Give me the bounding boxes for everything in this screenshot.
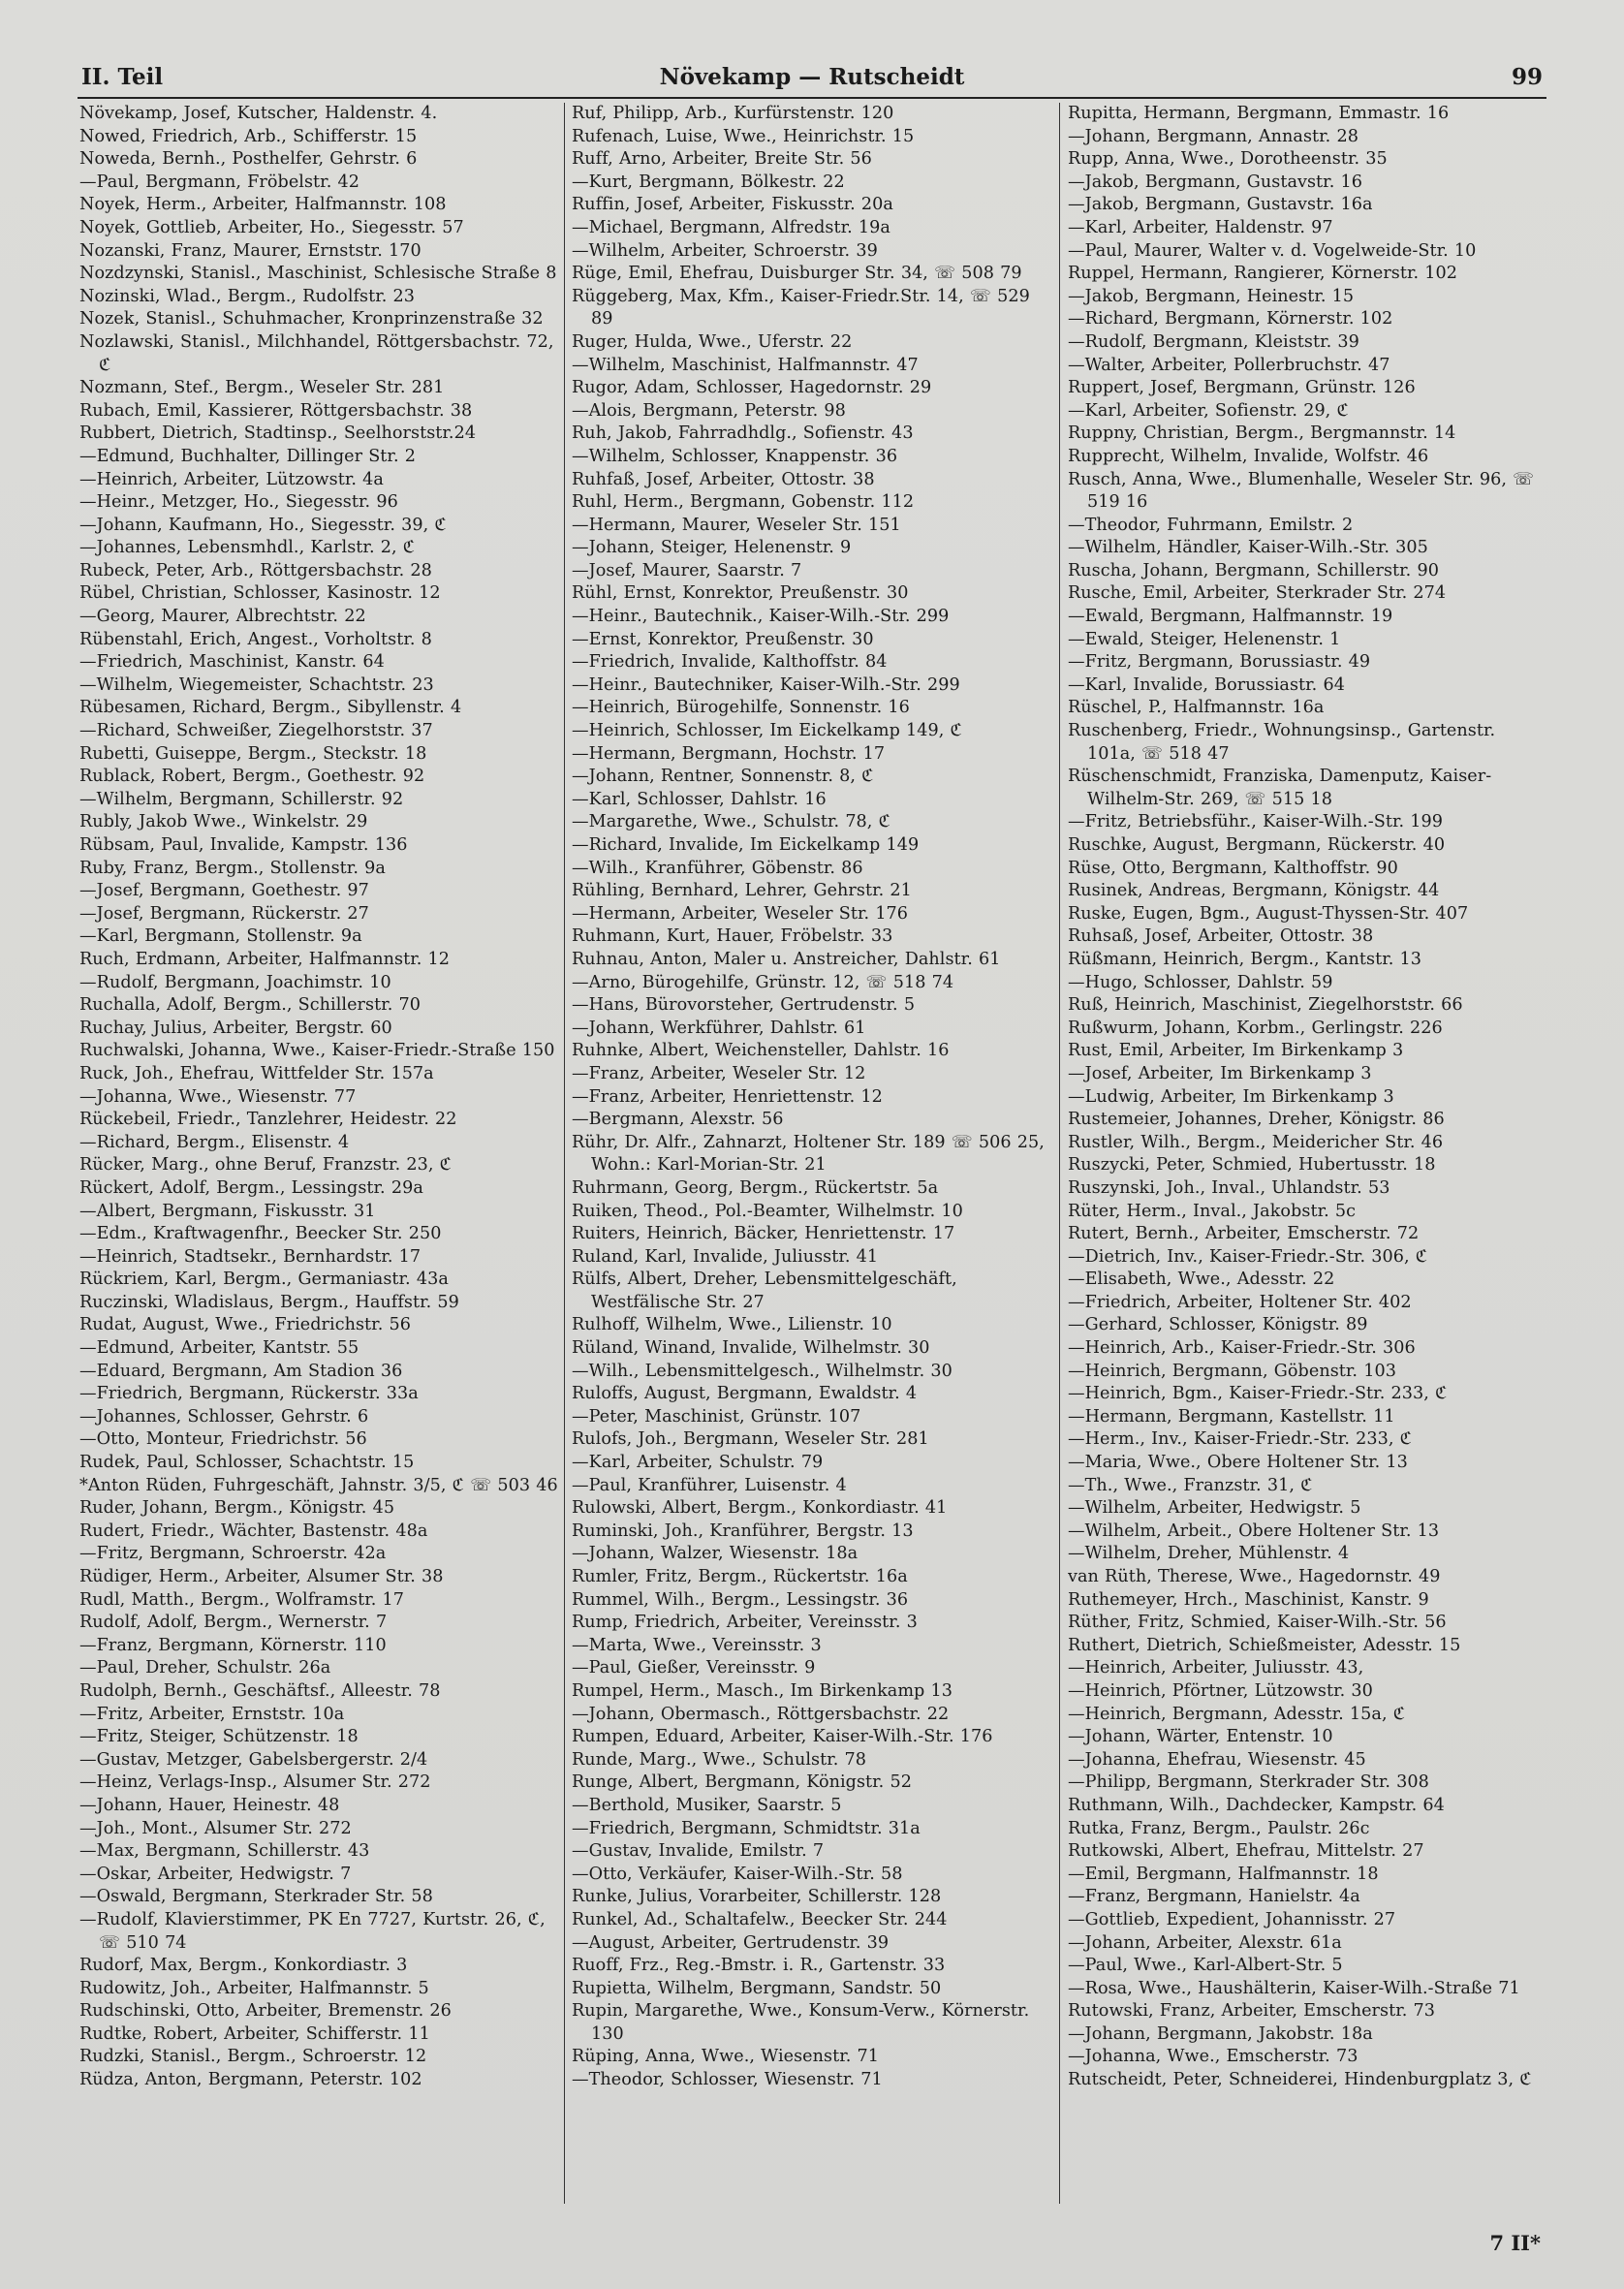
directory-entry: Rüdiger, Herm., Arbeiter, Alsumer Str. 38 (79, 1567, 444, 1586)
directory-entry: Noyek, Gottlieb, Arbeiter, Ho., Siegesstr. 57 (79, 217, 464, 237)
directory-entry: —Johannes, Schlosser, Gehrstr. 6 (79, 1406, 369, 1427)
directory-entry: —Paul, Kranführer, Luisenstr. 4 (572, 1475, 847, 1495)
directory-entry: Növekamp, Josef, Kutscher, Haldenstr. 4. (79, 104, 438, 123)
directory-entry: Rühr, Dr. Alfr., Zahnarzt, Holtener Str. 189 ☏ 506 25, Wohn.: Karl-Morian-Str. 21 (572, 1132, 1045, 1176)
directory-entry: Nozanski, Franz, Maurer, Ernststr. 170 (79, 240, 422, 261)
directory-entry: Ruiters, Heinrich, Bäcker, Henriettenstr. 17 (572, 1224, 955, 1244)
directory-entry: Rudorf, Max, Bergm., Konkordiastr. 3 (79, 1956, 408, 1976)
directory-entry: Rüschel, P., Halfmannstr. 16a (1068, 698, 1325, 718)
directory-entry: —Johanna, Wwe., Wiesenstr. 77 (79, 1086, 357, 1107)
directory-entry: Ruh, Jakob, Fahrradhdlg., Sofienstr. 43 (572, 423, 914, 444)
directory-entry: —Heinr., Bautechnik., Kaiser-Wilh.-Str. 299 (572, 607, 950, 627)
directory-entry: Ruppny, Christian, Bergm., Bergmannstr. 14 (1068, 423, 1456, 444)
directory-entry: —Maria, Wwe., Obere Holtener Str. 13 (1068, 1453, 1408, 1473)
directory-entry: Rufenach, Luise, Wwe., Heinrichstr. 15 (572, 126, 915, 146)
directory-entry: Rutscheidt, Peter, Schneiderei, Hindenburgplatz 3, ℭ (1068, 2070, 1532, 2090)
directory-entry: —Wilhelm, Arbeiter, Hedwigstr. 5 (1068, 1498, 1361, 1519)
directory-entry: Ruhsaß, Josef, Arbeiter, Ottostr. 38 (1068, 926, 1374, 947)
directory-entry: —Karl, Arbeiter, Haldenstr. 97 (1068, 217, 1333, 237)
directory-entry: Ruthert, Dietrich, Schießmeister, Adesstr. 15 (1068, 1635, 1461, 1655)
directory-entry: Nozmann, Stef., Bergm., Weseler Str. 281 (79, 378, 445, 398)
column-1 (79, 103, 558, 2206)
directory-entry: Rupitta, Hermann, Bergmann, Emmastr. 16 (1068, 104, 1450, 123)
directory-entry: —Johann, Arbeiter, Alexstr. 61a (1068, 1932, 1342, 1953)
directory-entry: —Max, Bergmann, Schillerstr. 43 (79, 1841, 370, 1862)
directory-entry: Rudert, Friedr., Wächter, Bastenstr. 48a (79, 1521, 428, 1541)
directory-entry: Ruszycki, Peter, Schmied, Hubertusstr. 18 (1068, 1155, 1436, 1176)
directory-entry: —Wilhelm, Dreher, Mühlenstr. 4 (1068, 1544, 1350, 1564)
directory-entry: —Heinrich, Arbeiter, Juliusstr. 43, (1068, 1658, 1364, 1678)
directory-entry: Rutkowski, Albert, Ehefrau, Mittelstr. 27 (1068, 1841, 1424, 1862)
directory-entry: —Heinrich, Bgm., Kaiser-Friedr.-Str. 233, ℭ (1068, 1384, 1448, 1404)
directory-entry: Rüge, Emil, Ehefrau, Duisburger Str. 34, ☏ 508 79 (572, 264, 1022, 284)
directory-entry: Rücker, Marg., ohne Beruf, Franzstr. 23, ℭ (79, 1155, 453, 1176)
directory-entry: —Paul, Wwe., Karl-Albert-Str. 5 (1068, 1956, 1343, 1976)
directory-entry: Nowed, Friedrich, Arb., Schifferstr. 15 (79, 126, 418, 146)
directory-entry: —Eduard, Bergmann, Am Stadion 36 (79, 1361, 403, 1381)
directory-entry: Rüther, Fritz, Schmied, Kaiser-Wilh.-Str. 56 (1068, 1613, 1447, 1633)
directory-entry: —Kurt, Bergmann, Bölkestr. 22 (572, 172, 845, 192)
directory-entry: —Franz, Bergmann, Hanielstr. 4a (1068, 1887, 1360, 1907)
directory-entry: —Johann, Wärter, Entenstr. 10 (1068, 1727, 1333, 1747)
directory-entry: Rutka, Franz, Bergm., Paulstr. 26c (1068, 1818, 1370, 1838)
directory-entry: Nozlawski, Stanisl., Milchhandel, Röttgersbachstr. 72, ℭ (79, 331, 554, 375)
directory-entry: —Marta, Wwe., Vereinsstr. 3 (572, 1635, 822, 1655)
directory-entry: Rublack, Robert, Bergm., Goethestr. 92 (79, 767, 425, 787)
directory-entry: Nozinski, Wlad., Bergm., Rudolfstr. 23 (79, 286, 416, 306)
directory-entry: Rustemeier, Johannes, Dreher, Königstr. 86 (1068, 1110, 1445, 1130)
part-label: II. Teil (81, 64, 164, 90)
directory-entry: —Friedrich, Bergmann, Rückerstr. 33a (79, 1384, 419, 1404)
directory-entry: Ruder, Johann, Bergm., Königstr. 45 (79, 1498, 395, 1519)
column-3 (1068, 103, 1546, 2206)
directory-entry: —Heinrich, Bergmann, Göbenstr. 103 (1068, 1361, 1396, 1381)
directory-entry: Noweda, Bernh., Posthelfer, Gehrstr. 6 (79, 149, 418, 170)
directory-entry: Rudl, Matth., Bergm., Wolframstr. 17 (79, 1589, 405, 1610)
directory-entry: —Friedrich, Bergmann, Schmidtstr. 31a (572, 1818, 921, 1838)
directory-entry: Rüschenschmidt, Franziska, Damenputz, Kaiser-Wilhelm-Str. 269, ☏ 515 18 (1068, 767, 1492, 809)
directory-entry: —Franz, Arbeiter, Weseler Str. 12 (572, 1063, 866, 1083)
directory-entry: Rudtke, Robert, Arbeiter, Schifferstr. 11 (79, 2023, 430, 2044)
directory-entry: —Rudolf, Klavierstimmer, PK En 7727, Kurtstr. 26, ℭ, ☏ 510 74 (79, 1909, 546, 1953)
directory-entry: Ruiken, Theod., Pol.-Beamter, Wilhelmstr. 10 (572, 1201, 963, 1221)
directory-entry: —Wilhelm, Arbeiter, Schroerstr. 39 (572, 240, 878, 261)
directory-entry: —Gottlieb, Expedient, Johannisstr. 27 (1068, 1909, 1396, 1929)
running-title: Növekamp — Rutscheidt (659, 64, 965, 90)
directory-entry: —Heinz, Verlags-Insp., Alsumer Str. 272 (79, 1772, 431, 1793)
directory-entry: —Rosa, Wwe., Haushälterin, Kaiser-Wilh.-Straße 71 (1068, 1978, 1520, 1998)
directory-entry: —Theodor, Fuhrmann, Emilstr. 2 (1068, 515, 1354, 535)
directory-entry: —Heinrich, Arb., Kaiser-Friedr.-Str. 306 (1068, 1338, 1416, 1359)
directory-entry: —Heinrich, Bergmann, Adesstr. 15a, ℭ (1068, 1704, 1406, 1724)
directory-entry: Rumler, Fritz, Bergm., Rückertstr. 16a (572, 1567, 908, 1586)
directory-entry: —Oswald, Bergmann, Sterkrader Str. 58 (79, 1887, 433, 1907)
directory-entry: Ruch, Erdmann, Arbeiter, Halfmannstr. 12 (79, 949, 450, 969)
header-rule (78, 97, 1546, 99)
directory-entry: —Jakob, Bergmann, Gustavstr. 16a (1068, 195, 1373, 215)
directory-entry: —Heinrich, Schlosser, Im Eickelkamp 149, ℭ (572, 721, 962, 741)
directory-entry: Ruhfaß, Josef, Arbeiter, Ottostr. 38 (572, 469, 875, 489)
directory-entry: —Herm., Inv., Kaiser-Friedr.-Str. 233, ℭ (1068, 1429, 1413, 1450)
directory-entry: Ruf, Philipp, Arb., Kurfürstenstr. 120 (572, 104, 894, 123)
directory-entry: —Oskar, Arbeiter, Hedwigstr. 7 (79, 1864, 352, 1884)
directory-entry: —Karl, Arbeiter, Sofienstr. 29, ℭ (1068, 400, 1349, 421)
directory-entry: Rudolph, Bernh., Geschäftsf., Alleestr. 78 (79, 1680, 441, 1701)
directory-entry: —Wilh., Lebensmittelgesch., Wilhelmstr. 30 (572, 1361, 953, 1381)
directory-entry: —Johanna, Wwe., Emscherstr. 73 (1068, 2047, 1359, 2067)
directory-entry: Ruger, Hulda, Wwe., Uferstr. 22 (572, 331, 853, 352)
directory-entry: —Franz, Bergmann, Körnerstr. 110 (79, 1635, 387, 1655)
directory-entry: Rupin, Margarethe, Wwe., Konsum-Verw., Körnerstr. 130 (572, 2001, 1030, 2044)
directory-entry: Rusinek, Andreas, Bergmann, Königstr. 44 (1068, 881, 1440, 901)
directory-entry: Runde, Marg., Wwe., Schulstr. 78 (572, 1749, 866, 1770)
directory-entry: —Johann, Walzer, Wiesenstr. 18a (572, 1544, 859, 1564)
directory-entry: —Ewald, Bergmann, Halfmannstr. 19 (1068, 607, 1393, 627)
directory-entry: —Albert, Bergmann, Fiskusstr. 31 (79, 1201, 376, 1221)
directory-entry: Ruoff, Frz., Reg.-Bmstr. i. R., Gartenstr. 33 (572, 1956, 946, 1976)
directory-entry: Rust, Emil, Arbeiter, Im Birkenkamp 3 (1068, 1041, 1404, 1061)
directory-entry: —Josef, Arbeiter, Im Birkenkamp 3 (1068, 1063, 1372, 1083)
directory-entry: van Rüth, Therese, Wwe., Hagedornstr. 49 (1068, 1567, 1441, 1586)
directory-entry: Rückert, Adolf, Bergm., Lessingstr. 29a (79, 1177, 423, 1198)
directory-entry: Rudowitz, Joh., Arbeiter, Halfmannstr. 5 (79, 1978, 429, 1998)
directory-entry: Ruff, Arno, Arbeiter, Breite Str. 56 (572, 149, 872, 170)
directory-entry: —Josef, Maurer, Saarstr. 7 (572, 560, 802, 580)
directory-entry: —Johann, Bergmann, Jakobstr. 18a (1068, 2023, 1373, 2044)
directory-entry: —Elisabeth, Wwe., Adesstr. 22 (1068, 1270, 1335, 1290)
directory-entry: —Jakob, Bergmann, Gustavstr. 16 (1068, 172, 1362, 192)
directory-entry: —Heinr., Metzger, Ho., Siegesstr. 96 (79, 492, 398, 513)
directory-entry: —Wilhelm, Arbeit., Obere Holtener Str. 13 (1068, 1521, 1440, 1541)
directory-entry: —Paul, Maurer, Walter v. d. Vogelweide-Str. 10 (1068, 240, 1477, 261)
directory-entry: Rühl, Ernst, Konrektor, Preußenstr. 30 (572, 583, 909, 604)
directory-entry: Rückriem, Karl, Bergm., Germaniastr. 43a (79, 1270, 449, 1290)
signature-mark: 7 II* (1489, 2231, 1541, 2255)
directory-entry: Ruminski, Joh., Kranführer, Bergstr. 13 (572, 1521, 914, 1541)
directory-entry: Ruchwalski, Johanna, Wwe., Kaiser-Friedr.-Straße 150 (79, 1041, 555, 1061)
directory-entry: Ruthemeyer, Hrch., Maschinist, Kanstr. 9 (1068, 1589, 1429, 1610)
directory-entry: —Georg, Maurer, Albrechtstr. 22 (79, 607, 366, 627)
directory-entry: Rüdza, Anton, Bergmann, Peterstr. 102 (79, 2070, 422, 2090)
directory-entry: —Gustav, Invalide, Emilstr. 7 (572, 1841, 825, 1862)
directory-entry: Rubeck, Peter, Arb., Röttgersbachstr. 28 (79, 560, 432, 580)
directory-entry: —Wilhelm, Maschinist, Halfmannstr. 47 (572, 355, 919, 375)
directory-entry: Rupprecht, Wilhelm, Invalide, Wolfstr. 46 (1068, 446, 1429, 466)
directory-entry: —Hugo, Schlosser, Dahlstr. 59 (1068, 972, 1333, 992)
directory-entry: —Paul, Gießer, Vereinsstr. 9 (572, 1658, 816, 1678)
directory-entry: Rusch, Anna, Wwe., Blumenhalle, Weseler Str. 96, ☏ 519 16 (1068, 469, 1535, 513)
directory-entry: Nozek, Stanisl., Schuhmacher, Kronprinzenstraße 32 (79, 309, 544, 329)
directory-entry: —Hermann, Maurer, Weseler Str. 151 (572, 515, 901, 535)
directory-entry: —Fritz, Betriebsführ., Kaiser-Wilh.-Str. 199 (1068, 812, 1443, 832)
directory-entry: —Karl, Bergmann, Stollenstr. 9a (79, 926, 362, 947)
directory-entry: Ruhrmann, Georg, Bergm., Rückertstr. 5a (572, 1177, 939, 1198)
directory-entry: —Berthold, Musiker, Saarstr. 5 (572, 1795, 842, 1815)
directory-entry: Rubach, Emil, Kassierer, Röttgersbachstr. 38 (79, 400, 473, 421)
directory-entry: Ruhnau, Anton, Maler u. Anstreicher, Dahlstr. 61 (572, 949, 1001, 969)
directory-entry: —Th., Wwe., Franzstr. 31, ℭ (1068, 1475, 1313, 1495)
directory-entry: —Jakob, Bergmann, Heinestr. 15 (1068, 286, 1355, 306)
directory-entry: —Karl, Schlosser, Dahlstr. 16 (572, 789, 827, 809)
directory-entry: Rübsam, Paul, Invalide, Kampstr. 136 (79, 835, 408, 855)
directory-entry: —Karl, Invalide, Borussiastr. 64 (1068, 674, 1345, 695)
directory-entry: Rubetti, Guiseppe, Bergm., Steckstr. 18 (79, 743, 427, 764)
directory-entry: Rudat, August, Wwe., Friedrichstr. 56 (79, 1315, 411, 1335)
directory-entry: —Edmund, Arbeiter, Kantstr. 55 (79, 1338, 359, 1359)
directory-entry: Ruczinski, Wladislaus, Bergm., Hauffstr. 59 (79, 1292, 459, 1312)
directory-entry: —Josef, Bergmann, Goethestr. 97 (79, 881, 369, 901)
directory-entry: Ruß, Heinrich, Maschinist, Ziegelhorststr. 66 (1068, 995, 1463, 1016)
directory-entry: —Ludwig, Arbeiter, Im Birkenkamp 3 (1068, 1086, 1394, 1107)
directory-entry: —Wilhelm, Bergmann, Schillerstr. 92 (79, 789, 404, 809)
directory-entry: —Bergmann, Alexstr. 56 (572, 1110, 784, 1130)
directory-entry: Rudschinski, Otto, Arbeiter, Bremenstr. 26 (79, 2001, 452, 2022)
directory-entry: —Wilhelm, Händler, Kaiser-Wilh.-Str. 305 (1068, 538, 1428, 558)
directory-entry: Rustler, Wilh., Bergm., Meidericher Str. 46 (1068, 1132, 1444, 1152)
directory-entry: —Wilh., Kranführer, Göbenstr. 86 (572, 858, 863, 878)
column-divider (564, 103, 565, 2204)
directory-entry: —Hermann, Arbeiter, Weseler Str. 176 (572, 903, 909, 924)
directory-entry: Rüßmann, Heinrich, Bergm., Kantstr. 13 (1068, 949, 1422, 969)
directory-entry: —Heinrich, Stadtsekr., Bernhardstr. 17 (79, 1246, 422, 1267)
directory-entry: Noyek, Herm., Arbeiter, Halfmannstr. 108 (79, 195, 447, 215)
directory-entry: Rückebeil, Friedr., Tanzlehrer, Heidestr. 22 (79, 1110, 457, 1130)
directory-entry: —Johann, Hauer, Heinestr. 48 (79, 1795, 340, 1815)
directory-entry: —Heinr., Bautechniker, Kaiser-Wilh.-Str. 299 (572, 674, 960, 695)
directory-entry: —Richard, Bergmann, Körnerstr. 102 (1068, 309, 1393, 329)
directory-entry: Rüping, Anna, Wwe., Wiesenstr. 71 (572, 2047, 880, 2067)
directory-entry: —Heinrich, Arbeiter, Lützowstr. 4a (79, 469, 384, 489)
directory-entry: Rusche, Emil, Arbeiter, Sterkrader Str. 274 (1068, 583, 1447, 604)
directory-entry: —Richard, Schweißer, Ziegelhorststr. 37 (79, 721, 433, 741)
directory-entry: —Otto, Verkäufer, Kaiser-Wilh.-Str. 58 (572, 1864, 903, 1884)
directory-entry: —Friedrich, Invalide, Kalthoffstr. 84 (572, 652, 888, 673)
directory-entry: Ruppel, Hermann, Rangierer, Körnerstr. 102 (1068, 264, 1458, 284)
directory-entry: —Johanna, Ehefrau, Wiesenstr. 45 (1068, 1749, 1366, 1770)
directory-entry: Rüter, Herm., Inval., Jakobstr. 5c (1068, 1201, 1357, 1221)
directory-entry: —Wilhelm, Schlosser, Knappenstr. 36 (572, 446, 898, 466)
directory-entry: —Alois, Bergmann, Peterstr. 98 (572, 400, 846, 421)
directory-entry: —Michael, Bergmann, Alfredstr. 19a (572, 217, 890, 237)
directory-entry: —Dietrich, Inv., Kaiser-Friedr.-Str. 306, ℭ (1068, 1246, 1428, 1267)
directory-entry: —Fritz, Bergmann, Borussiastr. 49 (1068, 652, 1371, 673)
directory-entry: Rulhoff, Wilhelm, Wwe., Lilienstr. 10 (572, 1315, 892, 1335)
directory-entry: —Rudolf, Bergmann, Joachimstr. 10 (79, 972, 391, 992)
directory-entry: Rübenstahl, Erich, Angest., Vorholtstr. 8 (79, 629, 432, 649)
directory-entry: Runkel, Ad., Schaltafelw., Beecker Str. 244 (572, 1909, 948, 1929)
directory-entry: Ruske, Eugen, Bgm., August-Thyssen-Str. 407 (1068, 903, 1469, 924)
directory-entry: Rüggeberg, Max, Kfm., Kaiser-Friedr.Str. 14, ☏ 529 89 (572, 286, 1030, 329)
directory-entry: —Johann, Obermasch., Röttgersbachstr. 22 (572, 1704, 950, 1724)
directory-entry: Ruszynski, Joh., Inval., Uhlandstr. 53 (1068, 1177, 1390, 1198)
directory-entry: Rudzki, Stanisl., Bergm., Schroerstr. 12 (79, 2047, 427, 2067)
directory-entry: —Philipp, Bergmann, Sterkrader Str. 308 (1068, 1772, 1429, 1793)
directory-entry: Ruschenberg, Friedr., Wohnungsinsp., Gartenstr. 101a, ☏ 518 47 (1068, 721, 1496, 764)
directory-entry: —Edmund, Buchhalter, Dillinger Str. 2 (79, 446, 416, 466)
directory-entry: Ruchalla, Adolf, Bergm., Schillerstr. 70 (79, 995, 421, 1016)
directory-entry: —Arno, Bürogehilfe, Grünstr. 12, ☏ 518 74 (572, 972, 954, 992)
directory-entry: —Johann, Werkführer, Dahlstr. 61 (572, 1018, 866, 1038)
directory-entry: Runke, Julius, Vorarbeiter, Schillerstr. 128 (572, 1887, 942, 1907)
directory-entry: —Richard, Bergm., Elisenstr. 4 (79, 1132, 350, 1152)
directory-entry: —Emil, Bergmann, Halfmannstr. 18 (1068, 1864, 1379, 1884)
directory-entry: Rüse, Otto, Bergmann, Kalthoffstr. 90 (1068, 858, 1398, 878)
directory-entry: Rulowski, Albert, Bergm., Konkordiastr. 41 (572, 1498, 948, 1519)
directory-entry: —Johannes, Lebensmhdl., Karlstr. 2, ℭ (79, 538, 416, 558)
directory-entry: Rugor, Adam, Schlosser, Hagedornstr. 29 (572, 378, 932, 398)
directory-entry: —Hermann, Bergmann, Kastellstr. 11 (1068, 1406, 1395, 1427)
page-header (81, 60, 1543, 95)
directory-entry: Rutert, Bernh., Arbeiter, Emscherstr. 72 (1068, 1224, 1420, 1244)
directory-entry: —Richard, Invalide, Im Eickelkamp 149 (572, 835, 920, 855)
directory-entry: Ruby, Franz, Bergm., Stollenstr. 9a (79, 858, 386, 878)
directory-entry: —Friedrich, Arbeiter, Holtener Str. 402 (1068, 1292, 1412, 1312)
directory-entry: —Rudolf, Bergmann, Kleiststr. 39 (1068, 331, 1359, 352)
directory-entry: Ruschke, August, Bergmann, Rückerstr. 40 (1068, 835, 1446, 855)
directory-entry: —Heinrich, Pförtner, Lützowstr. 30 (1068, 1680, 1373, 1701)
directory-entry: Rußwurm, Johann, Korbm., Gerlingstr. 226 (1068, 1018, 1443, 1038)
directory-entry: Runge, Albert, Bergmann, Königstr. 52 (572, 1772, 912, 1793)
directory-entry: Ruscha, Johann, Bergmann, Schillerstr. 90 (1068, 560, 1439, 580)
column-2 (572, 103, 1052, 2206)
directory-entry: —Paul, Bergmann, Fröbelstr. 42 (79, 172, 359, 192)
directory-entry: Ruhmann, Kurt, Hauer, Fröbelstr. 33 (572, 926, 893, 947)
directory-entry: —Fritz, Arbeiter, Ernststr. 10a (79, 1704, 345, 1724)
directory-entry: Ruppert, Josef, Bergmann, Grünstr. 126 (1068, 378, 1416, 398)
directory-entry: —Heinrich, Bürogehilfe, Sonnenstr. 16 (572, 698, 910, 718)
directory-entry: Rubbert, Dietrich, Stadtinsp., Seelhorststr.24 (79, 423, 477, 444)
directory-entry: Ruthmann, Wilh., Dachdecker, Kampstr. 64 (1068, 1795, 1445, 1815)
directory-entry: —Otto, Monteur, Friedrichstr. 56 (79, 1429, 367, 1450)
directory-entry: Rübel, Christian, Schlosser, Kasinostr. 12 (79, 583, 441, 604)
directory-entry: —Fritz, Bergmann, Schroerstr. 42a (79, 1544, 387, 1564)
directory-entry: Rulofs, Joh., Bergmann, Weseler Str. 281 (572, 1429, 929, 1450)
directory-entry: Ruhl, Herm., Bergmann, Gobenstr. 112 (572, 492, 915, 513)
directory-entry: —Edm., Kraftwagenfhr., Beecker Str. 250 (79, 1224, 442, 1244)
directory-entry: Ruffin, Josef, Arbeiter, Fiskusstr. 20a (572, 195, 893, 215)
directory-entry: Rudek, Paul, Schlosser, Schachtstr. 15 (79, 1453, 415, 1473)
directory-entry: Ruhnke, Albert, Weichensteller, Dahlstr. 16 (572, 1041, 950, 1061)
directory-entry: Ruloffs, August, Bergmann, Ewaldstr. 4 (572, 1384, 918, 1404)
directory-entry: —Hermann, Bergmann, Hochstr. 17 (572, 743, 886, 764)
directory-entry: Ruland, Karl, Invalide, Juliusstr. 41 (572, 1246, 879, 1267)
directory-entry: —Margarethe, Wwe., Schulstr. 78, ℭ (572, 812, 891, 832)
directory-entry: Rudolf, Adolf, Bergm., Wernerstr. 7 (79, 1613, 388, 1633)
directory-entry: Rump, Friedrich, Arbeiter, Vereinsstr. 3 (572, 1613, 918, 1633)
directory-entry: Rupp, Anna, Wwe., Dorotheenstr. 35 (1068, 149, 1388, 170)
directory-entry: —Walter, Arbeiter, Pollerbruchstr. 47 (1068, 355, 1390, 375)
directory-entry: Rupietta, Wilhelm, Bergmann, Sandstr. 50 (572, 1978, 942, 1998)
directory-entry: —Paul, Dreher, Schulstr. 26a (79, 1658, 331, 1678)
directory-entry: Nozdzynski, Stanisl., Maschinist, Schlesische Straße 8 (79, 264, 557, 284)
directory-entry: —Josef, Bergmann, Rückerstr. 27 (79, 903, 369, 924)
directory-entry: *Anton Rüden, Fuhrgeschäft, Jahnstr. 3/5, ℭ ☏ 503 46 (79, 1475, 558, 1495)
directory-entry: Rühling, Bernhard, Lehrer, Gehrstr. 21 (572, 881, 912, 901)
directory-entry: —Theodor, Schlosser, Wiesenstr. 71 (572, 2070, 883, 2090)
directory-entry: —Gustav, Metzger, Gabelsbergerstr. 2/4 (79, 1749, 428, 1770)
directory-entry: —Wilhelm, Wiegemeister, Schachtstr. 23 (79, 674, 434, 695)
directory-entry: Ruck, Joh., Ehefrau, Wittfelder Str. 157a (79, 1063, 434, 1083)
directory-entry: —Franz, Arbeiter, Henriettenstr. 12 (572, 1086, 883, 1107)
directory-entry: —Johann, Rentner, Sonnenstr. 8, ℭ (572, 767, 874, 787)
directory-entry: Rülfs, Albert, Dreher, Lebensmittelgeschäft, Westfälische Str. 27 (572, 1270, 957, 1312)
page-number: 99 (1511, 64, 1543, 90)
directory-entry: —Joh., Mont., Alsumer Str. 272 (79, 1818, 352, 1838)
directory-entry: —Fritz, Steiger, Schützenstr. 18 (79, 1727, 359, 1747)
directory-entry: Rüland, Winand, Invalide, Wilhelmstr. 30 (572, 1338, 930, 1359)
directory-entry: Rübesamen, Richard, Bergm., Sibyllenstr. 4 (79, 698, 462, 718)
directory-entry: —Karl, Arbeiter, Schulstr. 79 (572, 1453, 824, 1473)
directory-entry: —Gerhard, Schlosser, Königstr. 89 (1068, 1315, 1368, 1335)
directory-entry: —August, Arbeiter, Gertrudenstr. 39 (572, 1932, 890, 1953)
directory-entry: —Ewald, Steiger, Helenenstr. 1 (1068, 629, 1341, 649)
directory-entry: —Hans, Bürovorsteher, Gertrudenstr. 5 (572, 995, 916, 1016)
directory-entry: —Ernst, Konrektor, Preußenstr. 30 (572, 629, 874, 649)
directory-entry: —Johann, Bergmann, Annastr. 28 (1068, 126, 1359, 146)
directory-entry: —Johann, Steiger, Helenenstr. 9 (572, 538, 852, 558)
directory-entry: Rutowski, Franz, Arbeiter, Emscherstr. 73 (1068, 2001, 1436, 2022)
directory-entry: Rubly, Jakob Wwe., Winkelstr. 29 (79, 812, 368, 832)
directory-entry: Rumpel, Herm., Masch., Im Birkenkamp 13 (572, 1680, 953, 1701)
directory-entry: Rumpen, Eduard, Arbeiter, Kaiser-Wilh.-Str. 176 (572, 1727, 993, 1747)
column-divider (1059, 103, 1060, 2204)
directory-entry: —Friedrich, Maschinist, Kanstr. 64 (79, 652, 385, 673)
directory-entry: Rummel, Wilh., Bergm., Lessingstr. 36 (572, 1589, 909, 1610)
directory-entry: —Johann, Kaufmann, Ho., Siegesstr. 39, ℭ (79, 515, 447, 535)
directory-entry: —Peter, Maschinist, Grünstr. 107 (572, 1406, 861, 1427)
directory-entry: Ruchay, Julius, Arbeiter, Bergstr. 60 (79, 1018, 392, 1038)
